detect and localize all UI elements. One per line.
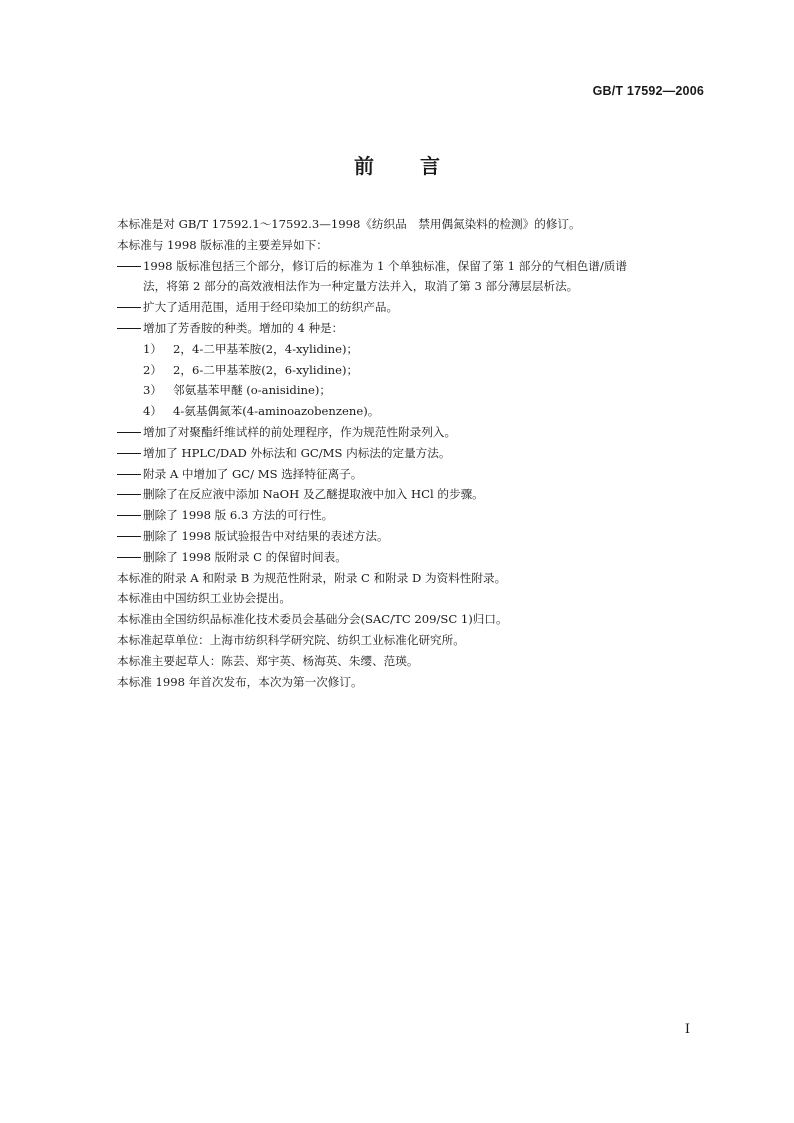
dash-list-item: 1998 版标准包括三个部分，修订后的标准为 1 个单独标准，保留了第 1 部分的气相色谱/质谱 bbox=[117, 256, 697, 277]
paragraph-line: 本标准由中国纺织工业协会提出。 bbox=[117, 591, 291, 606]
list-text: 2，4-二甲基苯胺(2，4-xylidine)； bbox=[173, 341, 359, 356]
dash-list-item: 扩大了适用范围，适用于经印染加工的纺织产品。 bbox=[117, 297, 697, 318]
title-char-1: 前 bbox=[354, 154, 374, 178]
dash-list-item: 删除了在反应液中添加 NaOH 及乙醚提取液中加入 HCl 的步骤。 bbox=[117, 484, 697, 505]
dash-list-item: 删除了 1998 版试验报告中对结果的表述方法。 bbox=[117, 526, 697, 547]
list-number: 3） bbox=[143, 383, 162, 398]
dash-list-item: 增加了 HPLC/DAD 外标法和 GC/MS 内标法的定量方法。 bbox=[117, 443, 697, 464]
paragraph-line: 本标准主要起草人：陈芸、郑宇英、杨海英、朱缨、范瑛。 bbox=[117, 653, 419, 668]
dash-list-item: 增加了对聚酯纤维试样的前处理程序，作为规范性附录列入。 bbox=[117, 422, 697, 443]
paragraph-line: 本标准的附录 A 和附录 B 为规范性附录，附录 C 和附录 D 为资料性附录。 bbox=[117, 570, 507, 585]
paragraph-line: 本标准起草单位：上海市纺织科学研究院、纺织工业标准化研究所。 bbox=[117, 632, 465, 647]
dash-list-item: 删除了 1998 版附录 C 的保留时间表。 bbox=[117, 547, 697, 568]
dash-list-item-continuation: 法，将第 2 部分的高效液相法作为一种定量方法并入，取消了第 3 部分薄层层析法。 bbox=[143, 279, 579, 294]
paragraph-line: 本标准由全国纺织品标准化技术委员会基础分会(SAC/TC 209/SC 1)归口。 bbox=[117, 612, 508, 627]
list-number: 2） bbox=[143, 362, 162, 377]
numbered-list-item bbox=[117, 339, 697, 360]
list-text: 邻氨基苯甲醚 (o-anisidine)； bbox=[173, 383, 331, 398]
numbered-list-item bbox=[117, 401, 697, 422]
paragraph-line: 本标准是对 GB/T 17592.1～17592.3—1998《纺织品 禁用偶氮染料的检测》的修订。 bbox=[117, 217, 581, 231]
numbered-list-item bbox=[117, 360, 697, 381]
list-number: 4） bbox=[143, 404, 162, 419]
numbered-list-item bbox=[117, 380, 697, 401]
list-text: 2，6-二甲基苯胺(2，6-xylidine)； bbox=[173, 362, 359, 377]
dash-list-item: 删除了 1998 版 6.3 方法的可行性。 bbox=[117, 505, 697, 526]
page-number: I bbox=[684, 1022, 690, 1037]
list-number: 1） bbox=[143, 341, 162, 356]
list-text: 4-氨基偶氮苯(4-aminoazobenzene)。 bbox=[173, 404, 380, 419]
title-char-2: 言 bbox=[420, 154, 440, 178]
standard-code: GB/T 17592—2006 bbox=[592, 84, 704, 98]
paragraph-line: 本标准与 1998 版标准的主要差异如下： bbox=[117, 237, 328, 252]
paragraph-line: 本标准 1998 年首次发布，本次为第一次修订。 bbox=[117, 674, 363, 689]
foreword-body bbox=[117, 214, 697, 692]
dash-list-item: 增加了芳香胺的种类。增加的 4 种是： bbox=[117, 318, 697, 339]
dash-list-item: 附录 A 中增加了 GC/ MS 选择特征离子。 bbox=[117, 464, 697, 485]
page-title bbox=[0, 150, 794, 179]
